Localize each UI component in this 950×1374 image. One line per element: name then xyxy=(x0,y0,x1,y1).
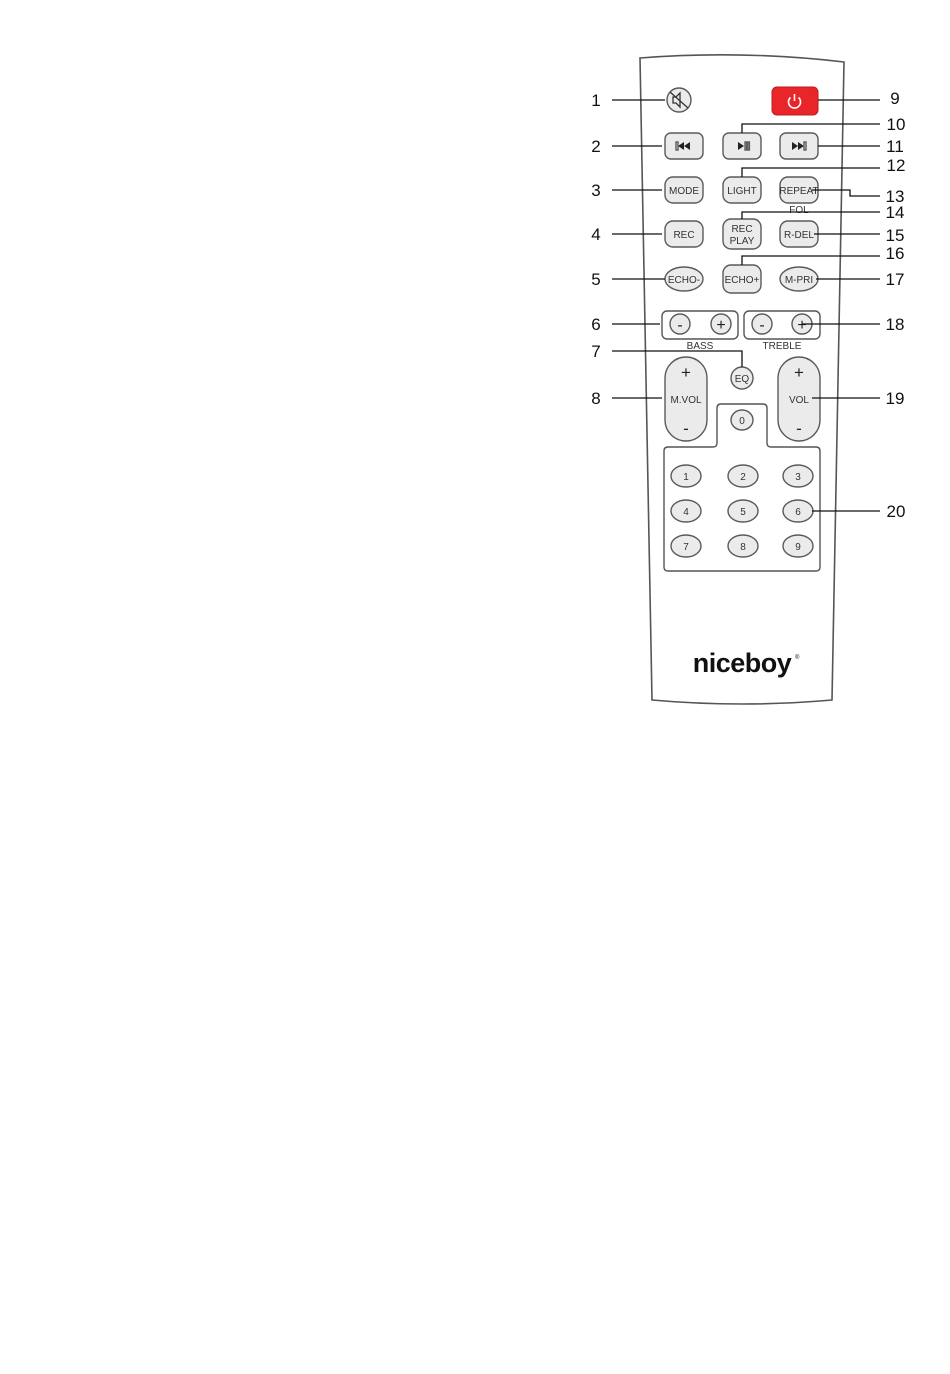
play-pause-button[interactable] xyxy=(723,133,761,159)
echo-minus-button[interactable] xyxy=(665,267,703,291)
digit-0-button[interactable] xyxy=(731,410,753,430)
callout-16: 16 xyxy=(885,244,905,263)
mode-label: MODE xyxy=(669,186,699,197)
m-vol-label: M.VOL xyxy=(670,395,702,406)
digit-5-label: 5 xyxy=(740,507,746,518)
vol-rocker[interactable] xyxy=(778,357,820,441)
bass-label: BASS xyxy=(686,341,714,352)
digit-0-label: 0 xyxy=(739,416,745,427)
brand-logo: niceboy xyxy=(692,648,792,678)
mute-button[interactable] xyxy=(667,88,691,112)
rec-play-label-top: REC xyxy=(731,224,753,235)
callout-8: 8 xyxy=(591,389,601,408)
treble-minus-button[interactable] xyxy=(752,314,772,334)
callout-5: 5 xyxy=(591,270,601,289)
callout-10: 10 xyxy=(886,115,906,134)
digit-9-label: 9 xyxy=(795,542,801,553)
callout-9: 9 xyxy=(890,89,900,108)
digit-1-button[interactable] xyxy=(671,465,701,487)
m-pri-button[interactable] xyxy=(780,267,818,291)
callout-2: 2 xyxy=(591,137,601,156)
callout-12: 12 xyxy=(886,156,906,175)
digit-6-button[interactable] xyxy=(783,500,813,522)
m-vol-plus: + xyxy=(681,363,691,382)
digit-5-button[interactable] xyxy=(728,500,758,522)
callout-13: 13 xyxy=(885,187,905,206)
vol-minus: - xyxy=(796,419,802,438)
digit-4-label: 4 xyxy=(683,507,689,518)
next-button[interactable] xyxy=(780,133,818,159)
previous-button[interactable] xyxy=(665,133,703,159)
rec-play-button[interactable] xyxy=(723,219,761,249)
digit-2-button[interactable] xyxy=(728,465,758,487)
m-vol-rocker[interactable] xyxy=(665,357,707,441)
callout-17: 17 xyxy=(885,270,905,289)
digit-6-label: 6 xyxy=(795,507,801,518)
vol-plus: + xyxy=(794,363,804,382)
rec-button[interactable] xyxy=(665,221,703,247)
callout-3: 3 xyxy=(591,181,601,200)
bass-minus-button[interactable] xyxy=(670,314,690,334)
digit-7-button[interactable] xyxy=(671,535,701,557)
rec-play-label-bottom: PLAY xyxy=(729,236,755,247)
m-vol-minus: - xyxy=(683,419,689,438)
mode-button[interactable] xyxy=(665,177,703,203)
digit-3-button[interactable] xyxy=(783,465,813,487)
callout-18: 18 xyxy=(885,315,905,334)
treble-label: TREBLE xyxy=(762,341,802,352)
r-del-button[interactable] xyxy=(780,221,818,247)
registered-mark: ® xyxy=(795,655,800,661)
power-button[interactable] xyxy=(772,87,818,115)
echo-minus-label: ECHO- xyxy=(667,275,701,286)
callout-15: 15 xyxy=(885,226,905,245)
callout-20: 20 xyxy=(886,502,906,521)
treble-plus-label: + xyxy=(797,317,807,334)
callout-11: 11 xyxy=(886,137,904,156)
eq-label: EQ xyxy=(734,374,750,385)
echo-plus-label: ECHO+ xyxy=(724,275,760,286)
m-pri-label: M-PRI xyxy=(784,275,814,286)
callout-19: 19 xyxy=(885,389,905,408)
bass-plus-label: + xyxy=(716,317,726,334)
bass-minus-label: - xyxy=(677,317,683,334)
digit-2-label: 2 xyxy=(740,472,746,483)
digit-7-label: 7 xyxy=(683,542,689,553)
light-label: LIGHT xyxy=(727,186,757,197)
callout-14: 14 xyxy=(885,203,905,222)
light-button[interactable] xyxy=(723,177,761,203)
rec-label: REC xyxy=(673,230,695,241)
callout-4: 4 xyxy=(591,225,601,244)
vol-label: VOL xyxy=(788,395,810,406)
treble-minus-label: - xyxy=(759,317,765,334)
callout-7: 7 xyxy=(591,342,601,361)
digit-3-label: 3 xyxy=(795,472,801,483)
digit-8-label: 8 xyxy=(740,542,746,553)
bass-plus-button[interactable] xyxy=(711,314,731,334)
digit-9-button[interactable] xyxy=(783,535,813,557)
digit-4-button[interactable] xyxy=(671,500,701,522)
callout-1: 1 xyxy=(591,91,601,110)
fol-label: FOL xyxy=(789,205,809,216)
digit-1-label: 1 xyxy=(683,472,689,483)
repeat-label: REPEAT xyxy=(779,186,819,197)
eq-button[interactable] xyxy=(731,367,753,389)
r-del-label: R-DEL xyxy=(783,230,815,241)
digit-8-button[interactable] xyxy=(728,535,758,557)
echo-plus-button[interactable] xyxy=(723,265,761,293)
callout-6: 6 xyxy=(591,315,601,334)
